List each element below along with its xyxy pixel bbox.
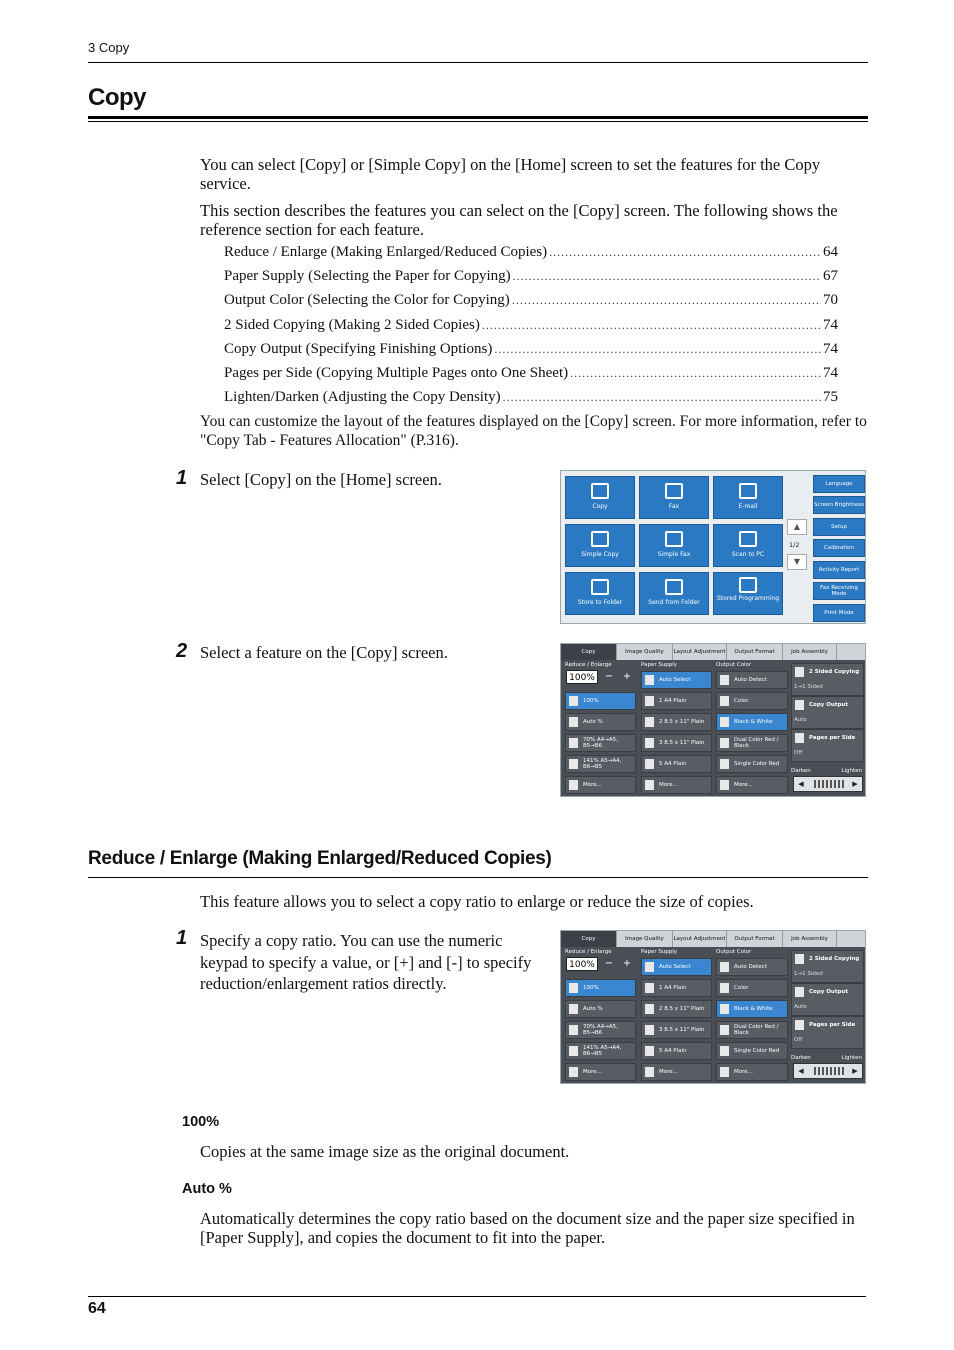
ratio-option: Auto % bbox=[565, 1000, 636, 1018]
paper-option: 3 8.5 x 11" Plain bbox=[641, 1021, 712, 1039]
home-screen-image bbox=[560, 470, 866, 624]
intro-paragraph-1: You can select [Copy] or [Simple Copy] on the [Home] screen to set the features for the Copy service. bbox=[200, 155, 821, 193]
simple-copy-tile: Simple Copy bbox=[565, 524, 635, 567]
output-icon bbox=[795, 987, 804, 997]
title-rule bbox=[88, 116, 868, 119]
pages-icon bbox=[795, 1020, 804, 1030]
ratio-option: Auto % bbox=[565, 713, 636, 731]
fax-receiving-mode-button: Fax Receiving Mode bbox=[813, 582, 865, 600]
output-color-header: Output Color bbox=[716, 662, 752, 668]
folder-icon bbox=[665, 579, 683, 595]
toc-entry[interactable]: Paper Supply (Selecting the Paper for Copying) ..... 67 bbox=[224, 268, 838, 285]
more-button: More... bbox=[641, 1063, 712, 1081]
two-sided-icon bbox=[795, 667, 804, 677]
item-heading: Auto % bbox=[182, 1181, 232, 1197]
copy-output-block: Copy Output Auto bbox=[791, 696, 864, 729]
email-icon bbox=[739, 483, 757, 499]
running-header: 3 Copy bbox=[88, 40, 130, 55]
section-intro: This feature allows you to select a copy ratio to enlarge or reduce the size of copies. bbox=[200, 892, 754, 911]
paper-option: Auto Select bbox=[641, 958, 712, 976]
pages-icon bbox=[795, 733, 804, 743]
step-text: Select [Copy] on the [Home] screen. bbox=[200, 470, 442, 489]
color-option: Single Color Red bbox=[716, 755, 788, 773]
minus-button: − bbox=[604, 671, 614, 682]
send-from-folder-tile: Send from Folder bbox=[639, 572, 709, 615]
tab-layout-adjustment: Layout Adjustment bbox=[673, 644, 727, 660]
color-option: Dual Color Red / Black bbox=[716, 1021, 788, 1039]
color-option: Dual Color Red / Black bbox=[716, 734, 788, 752]
ratio-option: 100% bbox=[565, 979, 636, 997]
left-arrow-icon: ◀ bbox=[798, 780, 804, 788]
output-icon bbox=[795, 700, 804, 710]
save-icon bbox=[739, 577, 757, 593]
item-description: Copies at the same image size as the original document. bbox=[200, 1142, 570, 1161]
down-arrow-icon: ▼ bbox=[787, 554, 807, 570]
ratio-option: 70% A4→A5, B5→B6 bbox=[565, 1021, 636, 1039]
two-sided-copying-block: 2 Sided Copying 1→1 Sided bbox=[791, 663, 864, 696]
paper-option: 5 A4 Plain bbox=[641, 755, 712, 773]
density-slider bbox=[793, 776, 863, 792]
title-rule-thin bbox=[88, 121, 868, 122]
simple-fax-tile: Simple Fax bbox=[639, 524, 709, 567]
more-button: More... bbox=[565, 776, 636, 794]
paper-option: 2 8.5 x 11" Plain bbox=[641, 1000, 712, 1018]
tab-copy: Copy bbox=[561, 931, 617, 947]
ratio-option: 141% A5→A4, B6→B5 bbox=[565, 755, 636, 773]
page-title: Copy bbox=[88, 84, 146, 111]
step-number: 1 bbox=[176, 467, 188, 489]
tab-job-assembly: Job Assembly bbox=[783, 931, 837, 947]
minus-button: − bbox=[604, 958, 614, 969]
paper-option: Auto Select bbox=[641, 671, 712, 689]
pages-per-side-block: Pages per Side Off bbox=[791, 729, 864, 762]
left-arrow-icon: ◀ bbox=[798, 1067, 804, 1075]
calibration-button: Calibration bbox=[813, 539, 865, 557]
copy-icon bbox=[591, 531, 609, 547]
plus-button: + bbox=[622, 671, 632, 682]
reduce-enlarge-header: Reduce / Enlarge bbox=[565, 949, 612, 955]
color-option: Color bbox=[716, 979, 788, 997]
more-button: More... bbox=[565, 1063, 636, 1081]
paper-option: 1 A4 Plain bbox=[641, 979, 712, 997]
folder-icon bbox=[591, 579, 609, 595]
item-description: Automatically determines the copy ratio based on the document size and the paper size specified in [Paper Supply], and copies the document to fit into the paper. bbox=[200, 1209, 855, 1247]
setup-button: Setup bbox=[813, 518, 865, 536]
step-number: 1 bbox=[176, 927, 188, 949]
toc-entry[interactable]: 2 Sided Copying (Making 2 Sided Copies) ..... 74 bbox=[224, 317, 838, 334]
toc-entry[interactable]: Pages per Side (Copying Multiple Pages onto One Sheet) ..... 74 bbox=[224, 365, 838, 382]
toc-entry[interactable]: Copy Output (Specifying Finishing Options) ..... 74 bbox=[224, 341, 838, 358]
language-button: Language bbox=[813, 475, 865, 493]
header-rule bbox=[88, 62, 868, 63]
item-heading: 100% bbox=[182, 1114, 220, 1130]
store-to-folder-tile: Store to Folder bbox=[565, 572, 635, 615]
page-number: 64 bbox=[88, 1300, 106, 1317]
section-rule bbox=[88, 877, 868, 878]
ratio-option: 100% bbox=[565, 692, 636, 710]
color-option: Auto Detect bbox=[716, 671, 788, 689]
more-button: More... bbox=[716, 776, 788, 794]
density-labels: Darken Lighten bbox=[791, 1055, 862, 1061]
stored-programming-tile: Stored Programming bbox=[713, 572, 783, 615]
scan-to-pc-tile: Scan to PC bbox=[713, 524, 783, 567]
print-mode-button: Print Mode bbox=[813, 604, 865, 622]
pages-per-side-block: Pages per Side Off bbox=[791, 1016, 864, 1049]
monitor-icon bbox=[739, 531, 757, 547]
reduce-enlarge-header: Reduce / Enlarge bbox=[565, 662, 612, 668]
customize-note: You can customize the layout of the features displayed on the [Copy] screen. For more information, refer to "Copy Tab - Features Allocation" (P.316). bbox=[200, 413, 867, 449]
tab-copy: Copy bbox=[561, 644, 617, 660]
toc-entry[interactable]: Reduce / Enlarge (Making Enlarged/Reduced Copies) ..... 64 bbox=[224, 244, 838, 261]
paper-supply-header: Paper Supply bbox=[641, 949, 678, 955]
email-tile: E-mail bbox=[713, 476, 783, 519]
copy-tabs bbox=[561, 931, 865, 947]
tab-output-format: Output Format bbox=[727, 931, 783, 947]
ratio-option: 70% A4→A5, B5→B6 bbox=[565, 734, 636, 752]
toc-entry[interactable]: Output Color (Selecting the Color for Copying) ..... 70 bbox=[224, 292, 838, 309]
paper-supply-header: Paper Supply bbox=[641, 662, 678, 668]
intro-paragraph-2: This section describes the features you can select on the [Copy] screen. The following shows the reference section for each feature. bbox=[200, 201, 838, 239]
toc-entry[interactable]: Lighten/Darken (Adjusting the Copy Density) ..... 75 bbox=[224, 389, 838, 406]
color-option: Color bbox=[716, 692, 788, 710]
paper-option: 3 8.5 x 11" Plain bbox=[641, 734, 712, 752]
copy-output-block: Copy Output Auto bbox=[791, 983, 864, 1016]
tab-layout-adjustment: Layout Adjustment bbox=[673, 931, 727, 947]
fax-icon bbox=[665, 531, 683, 547]
fax-icon bbox=[665, 483, 683, 499]
color-option: Single Color Red bbox=[716, 1042, 788, 1060]
section-title: Reduce / Enlarge (Making Enlarged/Reduced Copies) bbox=[88, 848, 552, 869]
copy-screen-image bbox=[560, 930, 866, 1084]
color-option: Black & White bbox=[716, 713, 788, 731]
copy-tile: Copy bbox=[565, 476, 635, 519]
step-number: 2 bbox=[176, 640, 188, 662]
right-arrow-icon: ▶ bbox=[852, 1067, 858, 1075]
page-indicator: 1/2 bbox=[789, 541, 800, 549]
up-arrow-icon: ▲ bbox=[787, 519, 807, 535]
more-button: More... bbox=[716, 1063, 788, 1081]
tab-job-assembly: Job Assembly bbox=[783, 644, 837, 660]
paper-option: 5 A4 Plain bbox=[641, 1042, 712, 1060]
density-labels: Darken Lighten bbox=[791, 768, 862, 774]
step-text: Select a feature on the [Copy] screen. bbox=[200, 643, 448, 662]
tab-image-quality: Image Quality bbox=[617, 931, 673, 947]
copy-tabs bbox=[561, 644, 865, 660]
output-color-header: Output Color bbox=[716, 949, 752, 955]
fax-tile: Fax bbox=[639, 476, 709, 519]
tab-output-format: Output Format bbox=[727, 644, 783, 660]
copy-icon bbox=[591, 483, 609, 499]
paper-option: 2 8.5 x 11" Plain bbox=[641, 713, 712, 731]
color-option: Black & White bbox=[716, 1000, 788, 1018]
activity-report-button: Activity Report bbox=[813, 561, 865, 579]
right-arrow-icon: ▶ bbox=[852, 780, 858, 788]
ratio-field: 100% bbox=[566, 670, 598, 684]
density-slider bbox=[793, 1063, 863, 1079]
plus-button: + bbox=[622, 958, 632, 969]
color-option: Auto Detect bbox=[716, 958, 788, 976]
ratio-option: 141% A5→A4, B6→B5 bbox=[565, 1042, 636, 1060]
footer-rule bbox=[88, 1296, 866, 1297]
two-sided-icon bbox=[795, 954, 804, 964]
paper-option: 1 A4 Plain bbox=[641, 692, 712, 710]
screen-brightness-button: Screen Brightness bbox=[813, 496, 865, 514]
two-sided-copying-block: 2 Sided Copying 1→1 Sided bbox=[791, 950, 864, 983]
more-button: More... bbox=[641, 776, 712, 794]
step-text: Specify a copy ratio. You can use the numeric keypad to specify a value, or [+] and [-] to specify reduction/enlargement ratios directly. bbox=[200, 931, 532, 993]
ratio-field: 100% bbox=[566, 957, 598, 971]
tab-image-quality: Image Quality bbox=[617, 644, 673, 660]
copy-screen-image bbox=[560, 643, 866, 797]
